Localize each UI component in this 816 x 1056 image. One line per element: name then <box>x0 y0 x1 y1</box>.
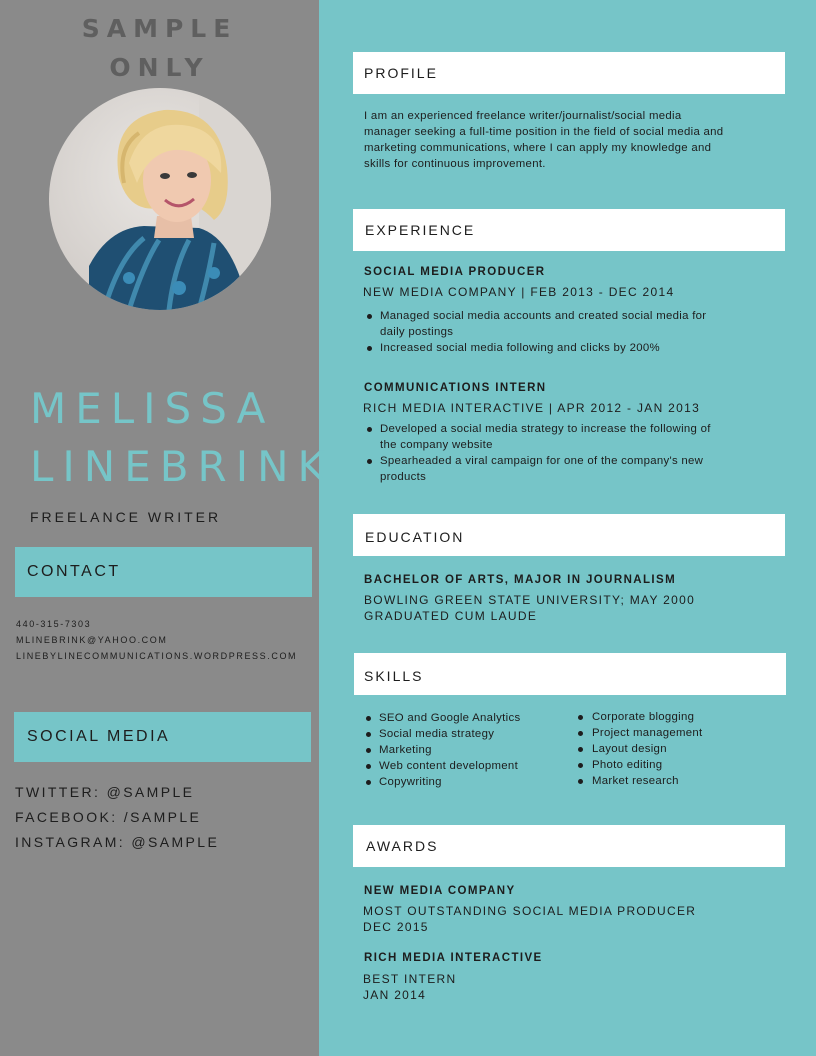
bullet-dot <box>367 346 372 351</box>
profile-line: I am an experienced freelance writer/journalist/social media <box>364 110 682 122</box>
watermark-line2: ONLY <box>109 53 210 82</box>
social-instagram: INSTAGRAM: @SAMPLE <box>15 834 220 850</box>
profile-line: manager seeking a full-time position in the field of social media and <box>364 126 724 138</box>
profile-header <box>353 52 785 94</box>
skills-title: SKILLS <box>364 668 424 684</box>
job-subtitle: NEW MEDIA COMPANY | FEB 2013 - DEC 2014 <box>363 285 675 299</box>
bullet-line: the company website <box>380 439 493 451</box>
name-first: MELISSA <box>30 384 275 433</box>
bullet-dot <box>578 731 583 736</box>
skill-item: Copywriting <box>379 776 442 788</box>
contact-title: CONTACT <box>27 563 121 580</box>
skill-item: Market research <box>592 775 679 787</box>
profile-line: skills for continuous improvement. <box>364 158 546 170</box>
profile-text <box>364 108 774 172</box>
job-role: FREELANCE WRITER <box>30 509 222 525</box>
watermark-line1: SAMPLE <box>81 14 238 43</box>
bullet-text <box>380 340 660 356</box>
bullet-text <box>380 308 706 340</box>
social-facebook: FACEBOOK: /SAMPLE <box>15 809 202 825</box>
contact-website: LINEBYLINECOMMUNICATIONS.WORDPRESS.COM <box>16 651 298 661</box>
education-title: EDUCATION <box>365 529 465 545</box>
bullet-dot <box>367 427 372 432</box>
award-name: MOST OUTSTANDING SOCIAL MEDIA PRODUCER <box>363 904 697 918</box>
skill-item: Layout design <box>592 743 667 755</box>
social-header <box>14 712 311 762</box>
profile-title: PROFILE <box>364 65 438 81</box>
education-header <box>353 514 785 556</box>
bullet-dot <box>366 716 371 721</box>
contact-email: MLINEBRINK@YAHOO.COM <box>16 635 168 645</box>
job-title: SOCIAL MEDIA PRODUCER <box>364 266 546 278</box>
award-name: BEST INTERN <box>363 972 457 986</box>
job-title: COMMUNICATIONS INTERN <box>364 382 547 394</box>
experience-header <box>353 209 785 251</box>
bullet-dot <box>578 747 583 752</box>
awards-header <box>353 825 785 867</box>
skills-header <box>354 653 786 695</box>
skill-item: Photo editing <box>592 759 663 771</box>
skill-item: Corporate blogging <box>592 711 695 723</box>
skill-item: Social media strategy <box>379 728 495 740</box>
school: BOWLING GREEN STATE UNIVERSITY; MAY 2000 <box>364 593 696 607</box>
name-last: LINEBRINK <box>30 442 335 491</box>
honors: GRADUATED CUM LAUDE <box>364 609 538 623</box>
experience-title: EXPERIENCE <box>365 222 476 238</box>
bullet-line: daily postings <box>380 326 454 338</box>
award-org: RICH MEDIA INTERACTIVE <box>364 952 543 964</box>
bullet-line: products <box>380 471 427 483</box>
bullet-line: Increased social media following and clicks by 200% <box>380 342 660 354</box>
bullet-dot <box>578 779 583 784</box>
awards-title: AWARDS <box>366 838 439 854</box>
bullet-dot <box>578 763 583 768</box>
bullet-dot <box>366 748 371 753</box>
profile-line: marketing communications, where I can apply my knowledge and <box>364 142 712 154</box>
bullet-text <box>380 421 711 453</box>
bullet-dot <box>367 459 372 464</box>
award-org: NEW MEDIA COMPANY <box>364 885 516 897</box>
social-twitter: TWITTER: @SAMPLE <box>15 784 195 800</box>
award-date: DEC 2015 <box>363 920 429 934</box>
skill-item: Web content development <box>379 760 519 772</box>
social-title: SOCIAL MEDIA <box>27 728 171 745</box>
bullet-text <box>380 453 703 485</box>
bullet-dot <box>366 780 371 785</box>
bullet-line: Developed a social media strategy to increase the following of <box>380 423 711 435</box>
bullet-dot <box>366 732 371 737</box>
bullet-dot <box>367 314 372 319</box>
bullet-line: Managed social media accounts and created social media for <box>380 310 707 322</box>
profile-photo <box>49 88 271 310</box>
degree: BACHELOR OF ARTS, MAJOR IN JOURNALISM <box>364 574 677 586</box>
bullet-dot <box>366 764 371 769</box>
skill-item: SEO and Google Analytics <box>379 712 521 724</box>
skill-item: Project management <box>592 727 703 739</box>
skill-item: Marketing <box>379 744 432 756</box>
job-subtitle: RICH MEDIA INTERACTIVE | APR 2012 - JAN 2013 <box>363 401 701 415</box>
contact-phone: 440-315-7303 <box>16 619 92 629</box>
contact-header <box>15 547 312 597</box>
bullet-line: Spearheaded a viral campaign for one of the company's new <box>380 455 704 467</box>
award-date: JAN 2014 <box>363 988 427 1002</box>
bullet-dot <box>578 715 583 720</box>
